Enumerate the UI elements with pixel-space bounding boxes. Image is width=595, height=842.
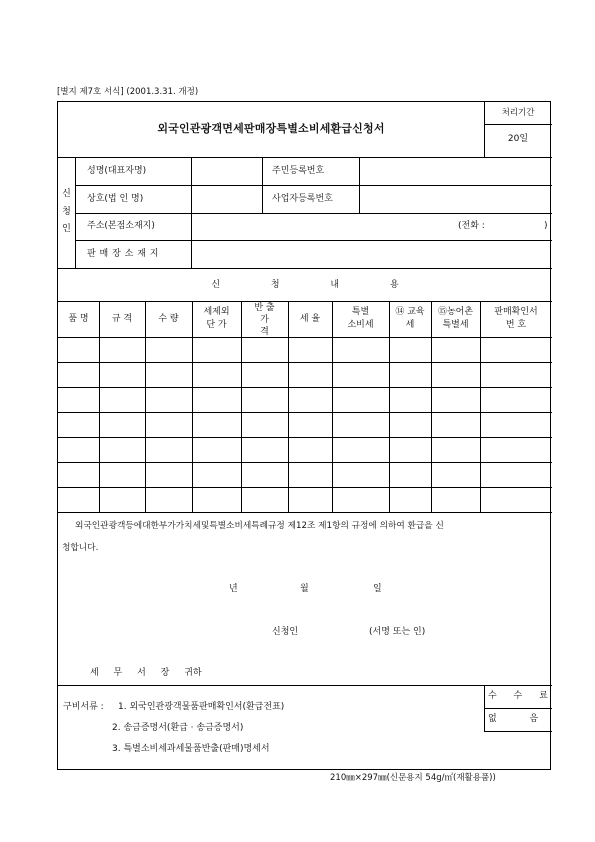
column-rural-tax-l2: 특별세 <box>442 320 469 330</box>
business-number-field[interactable] <box>368 194 548 206</box>
form-title: 외국인관광객면세판매장특별소비세환급신청서 <box>157 122 385 135</box>
date-year-label: 년 <box>229 584 238 594</box>
address-label: 주소(본점소재지) <box>87 221 155 231</box>
processing-period-label: 처리기간 <box>501 108 535 118</box>
attachments-heading: 구비서류 : <box>63 702 104 712</box>
column-confirmation-no-l2: 번 호 <box>505 320 527 330</box>
name-field[interactable] <box>196 166 258 178</box>
request-content-heading: 신 청 내 용 <box>211 280 399 290</box>
column-special-tax-l2: 소비세 <box>347 320 374 330</box>
processing-period-value: 20일 <box>507 134 529 144</box>
table-row[interactable] <box>58 387 552 388</box>
column-special-tax-l1: 특별 <box>351 307 370 317</box>
resident-number-field[interactable] <box>368 166 548 178</box>
column-unit-price-l1: 세제외 <box>203 307 230 317</box>
column-shipment-price-l1: 반 출 <box>254 303 275 313</box>
attachment-item-3: 3. 특별소비세과세물품반출(판매)명세서 <box>112 744 270 754</box>
table-row[interactable] <box>58 512 552 513</box>
store-location-field[interactable] <box>196 249 546 261</box>
refund-application-form <box>57 101 551 770</box>
column-shipment-price-l2: 가 <box>260 315 269 325</box>
column-rural-tax-l1: ⑮농어촌 <box>437 307 474 317</box>
resident-number-label: 주민등록번호 <box>272 166 325 176</box>
column-education-tax-l2: 세 <box>405 320 415 330</box>
table-row[interactable] <box>58 462 552 463</box>
column-confirmation-no-l1: 판매확인서 <box>494 307 538 317</box>
date-day-label: 일 <box>373 584 382 594</box>
phone-label: (전화 : <box>458 221 485 231</box>
date-month-label: 월 <box>300 584 309 594</box>
column-education-tax-l1: ⑭ 교육 <box>395 307 425 317</box>
column-spec: 규 격 <box>111 314 133 324</box>
applicant-signature-label: 신청인 <box>272 627 299 637</box>
column-quantity: 수 량 <box>158 314 179 324</box>
table-row[interactable] <box>58 362 552 363</box>
form-reference: [별지 제7호 서식] (2001.3.31. 개정) <box>57 87 199 97</box>
fee-value: 없 음 <box>488 714 539 724</box>
applicant-side-char-2: 청 <box>62 207 71 217</box>
table-row[interactable] <box>58 437 552 438</box>
attachment-item-1: 1. 외국인관광객물품판매확인서(환급전표) <box>118 702 285 712</box>
company-name-field[interactable] <box>196 194 258 206</box>
fee-label: 수 수 료 <box>488 691 548 701</box>
address-field[interactable] <box>196 221 446 233</box>
table-row[interactable] <box>58 412 552 413</box>
attachment-item-2: 2. 송금증명서(환급 · 송금증명서) <box>112 723 244 733</box>
statement-line-1: 외국인관광객등에대한부가가치세및특별소비세특례규정 제12조 제1항의 규정에 의하여 환급을 신 <box>75 521 444 531</box>
signature-field[interactable]: (서명 또는 인) <box>369 627 426 637</box>
business-number-label: 사업자등록번호 <box>272 194 333 204</box>
applicant-side-char-3: 인 <box>62 224 71 234</box>
paper-spec-footer: 210㎜×297㎜(신문용지 54g/㎡(재활용품)) <box>330 773 496 783</box>
table-row[interactable] <box>58 487 552 488</box>
column-item-name: 품 명 <box>68 314 89 324</box>
statement-line-2: 청합니다. <box>62 543 99 553</box>
column-unit-price-l2: 단 가 <box>206 320 227 330</box>
company-name-label: 상호(법 인 명) <box>87 194 144 204</box>
column-tax-rate: 세 율 <box>299 314 321 324</box>
column-shipment-price-l3: 격 <box>260 327 269 337</box>
applicant-side-char-1: 신 <box>62 189 71 199</box>
recipient-line: 세 무 서 장 귀하 <box>90 668 202 678</box>
store-location-label: 판 매 장 소 재 지 <box>87 249 159 259</box>
name-label: 성명(대표자명) <box>87 166 147 176</box>
phone-close-paren: ) <box>544 221 548 231</box>
